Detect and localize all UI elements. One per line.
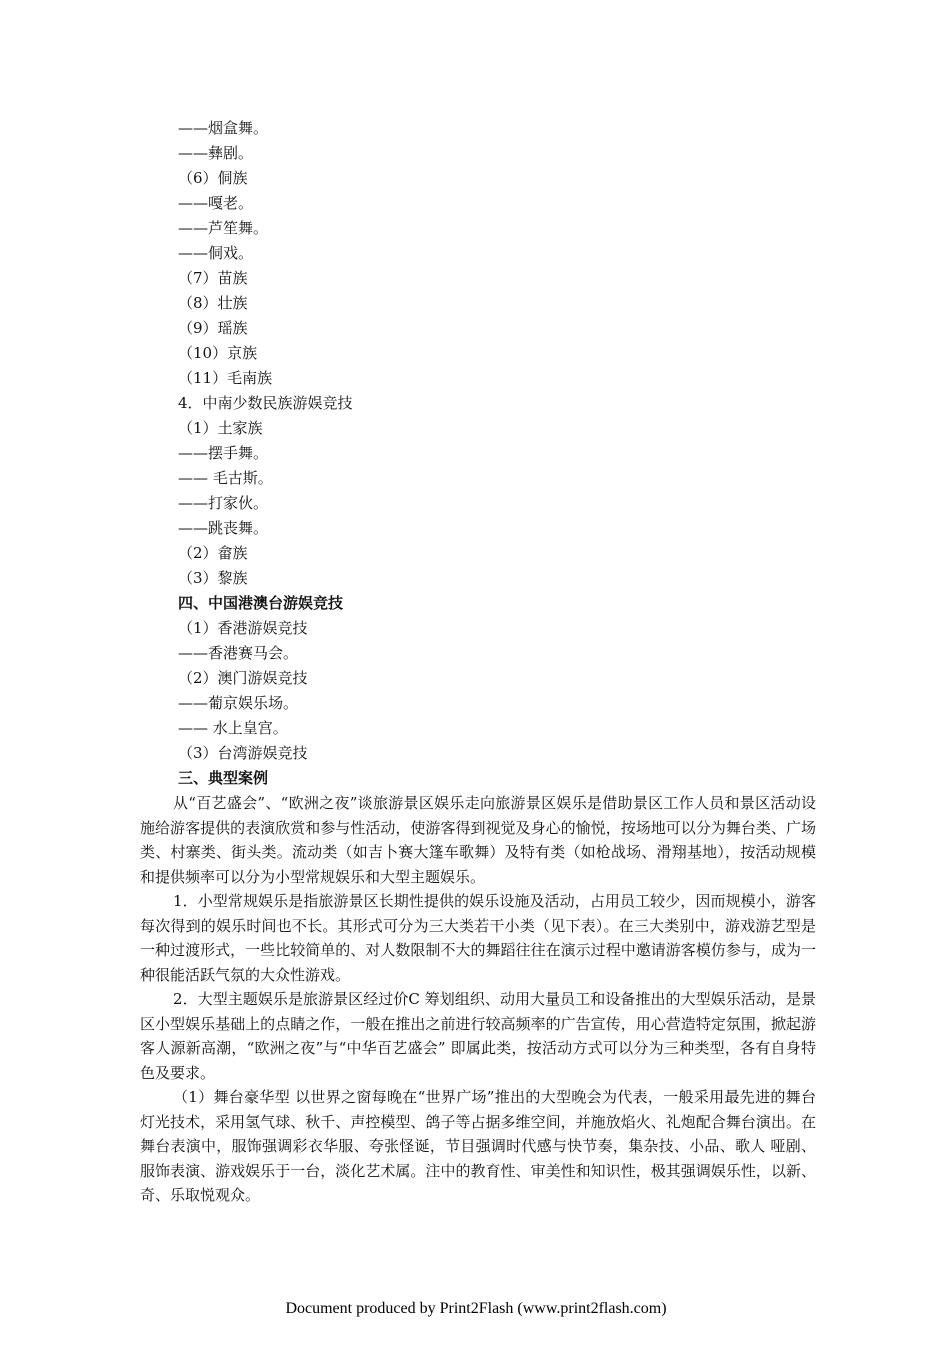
body-paragraph: （1）舞台豪华型 以世界之窗每晚在“世界广场”推出的大型晚会为代表，一般采用最先进的舞台灯光技术，采用氢气球、秋千、声控模型、鸽子等占据多维空间，并施放焰火、礼炮配合舞台演出。在舞台表演中，服饰强调彩衣华服、夸张怪诞，节目强调时代感与快节奏，集杂技、小品、歌人 哑剧、服饰表演、游戏娱乐于一台，淡化艺术属。注中的教育性、审美性和知识性，极其强调娱乐性，以新、奇、乐取悦观众。 xyxy=(140,1088,816,1204)
list-item: ——嘎老。 xyxy=(178,194,254,212)
list-item: （1）土家族 xyxy=(178,419,263,437)
outline-list xyxy=(178,116,818,791)
body-paragraph: 2．大型主题娱乐是旅游景区经过价C 筹划组织、动用大量员工和设备推出的大型娱乐活动，是景区小型娱乐基础上的点睛之作，一般在推出之前进行较高频率的广告宣传，用心营造特定氛围，掀起游客人源新高潮，“欧洲之夜”与“中华百艺盛会” 即属此类，按活动方式可以分为三种类型，各有自身特色及要求。 xyxy=(140,990,816,1082)
list-item: （3）台湾游娱竞技 xyxy=(178,744,308,762)
list-item: （8）壮族 xyxy=(178,294,248,312)
list-item: 4．中南少数民族游娱竞技 xyxy=(178,394,353,412)
body-paragraph: 从“百艺盛会”、“欧洲之夜”谈旅游景区娱乐走向旅游景区娱乐是借助景区工作人员和景区活动设施给游客提供的表演欣赏和参与性活动，使游客得到视觉及身心的愉悦，按场地可以分为舞台类、广场类、村寨类、街头类。流动类（如吉卜赛大篷车歌舞）及特有类（如枪战场、滑翔基地），按活动规模和提供频率可以分为小型常规娱乐和大型主题娱乐。 xyxy=(140,794,816,886)
list-item: —— 毛古斯。 xyxy=(178,469,273,487)
list-item: ——烟盒舞。 xyxy=(178,119,269,137)
case-study-body xyxy=(140,791,816,1208)
list-item: （6）侗族 xyxy=(178,169,248,187)
list-item: （7）苗族 xyxy=(178,269,248,287)
list-item: （2）澳门游娱竞技 xyxy=(178,669,308,687)
section-heading: 四、中国港澳台游娱竞技 xyxy=(178,594,344,612)
list-item: —— 水上皇宫。 xyxy=(178,719,288,737)
footer-credit: Document produced by Print2Flash (www.print2flash.com) xyxy=(285,1300,667,1317)
list-item: ——侗戏。 xyxy=(178,244,254,262)
body-paragraph: 1．小型常规娱乐是指旅游景区长期性提供的娱乐设施及活动，占用员工较少，因而规模小，游客每次得到的娱乐时间也不长。其形式可分为三大类若干小类（见下表）。在三大类别中，游戏游艺型是一种过渡形式，一些比较简单的、对人数限制不大的舞蹈往往在演示过程中邀请游客模仿参与，成为一种很能活跃气氛的大众性游戏。 xyxy=(140,892,816,984)
list-item: ——香港赛马会。 xyxy=(178,644,299,662)
list-item: ——摆手舞。 xyxy=(178,444,269,462)
list-item: （3）黎族 xyxy=(178,569,248,587)
list-item: ——芦笙舞。 xyxy=(178,219,269,237)
list-item: （2）畲族 xyxy=(178,544,248,562)
list-item: （10）京族 xyxy=(178,344,258,362)
list-item: ——打家伙。 xyxy=(178,494,269,512)
section-heading: 三、典型案例 xyxy=(178,769,269,787)
list-item: （11）毛南族 xyxy=(178,369,273,387)
list-item: ——葡京娱乐场。 xyxy=(178,694,299,712)
list-item: ——彝剧。 xyxy=(178,144,254,162)
list-item: （1）香港游娱竞技 xyxy=(178,619,308,637)
list-item: （9）瑶族 xyxy=(178,319,248,337)
list-item: ——跳丧舞。 xyxy=(178,519,269,537)
